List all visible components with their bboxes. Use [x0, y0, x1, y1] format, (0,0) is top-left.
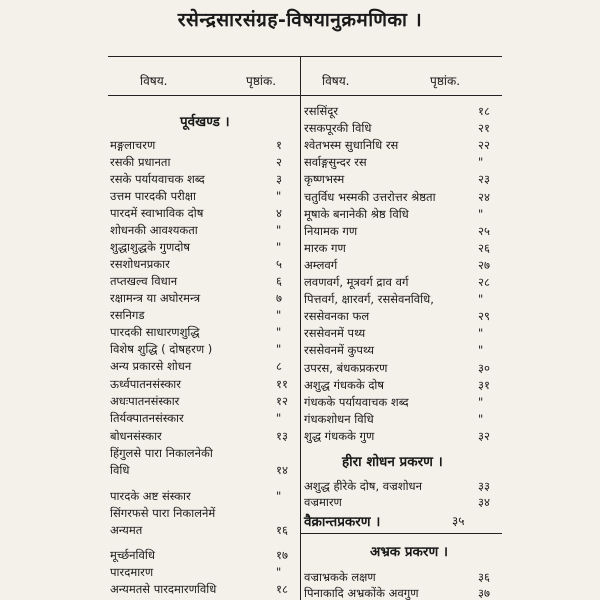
toc-entry-title: रससिंदूर: [304, 104, 339, 118]
toc-entry-page: १६: [276, 523, 288, 537]
right-section-heading-vaikrant: वैक्रान्तप्रकरण ।: [304, 514, 381, 530]
toc-entry-title: अशुद्ध हीरेके दोष, वज्रशोधन: [304, 479, 423, 493]
toc-entry-title: पिनाकादि अभ्रकोंके अवगुण: [304, 586, 419, 600]
left-subject-header: विषय.: [140, 74, 168, 88]
toc-entry-title: मूर्च्छनविधि: [110, 548, 155, 562]
right-section-heading-abhrak: अभ्रक प्रकरण ।: [370, 544, 449, 560]
toc-entry-title: रसके पर्यायवाचक शब्द: [110, 172, 205, 186]
toc-entry-title: उपरस, बंधकप्रकरण: [304, 360, 388, 375]
toc-entry-page: २४: [478, 189, 490, 204]
toc-entry-page: २५: [478, 223, 490, 238]
toc-entry-page: २१: [478, 121, 490, 136]
toc-entry-page: ": [276, 565, 282, 579]
toc-entry-page: २९: [478, 309, 490, 324]
toc-entry-page: २२: [478, 138, 490, 153]
toc-entry-page: ६: [276, 274, 282, 288]
toc-entry-title: रससेवनमें कुपथ्य: [304, 343, 375, 358]
toc-entry-title: अन्यमत: [110, 523, 143, 537]
toc-entry-page: ": [276, 411, 282, 425]
toc-entry-title: रक्षामन्त्र या अघोरमन्त्र: [110, 291, 201, 305]
toc-entry-page: ८: [276, 359, 282, 373]
toc-entry-title: रसकी प्रधानता: [110, 155, 171, 169]
toc-entry-page: १८: [478, 104, 490, 118]
toc-entry-page: २७: [478, 257, 490, 272]
toc-entry-title: शुद्धाशुद्धके गुणदोष: [110, 240, 191, 254]
toc-entry-title: गंधकके पर्यायवाचक शब्द: [304, 394, 409, 409]
toc-entry-title: लवणवर्ग, मूत्रवर्ग द्राव वर्ग: [304, 275, 409, 289]
toc-entry-page: २६: [478, 240, 490, 255]
toc-entry-page: ४: [276, 206, 282, 220]
toc-entry-page: ३०: [478, 360, 490, 375]
toc-entry-title: तप्तखल्व विधान: [110, 274, 178, 288]
toc-entry-title: विधि: [110, 463, 130, 477]
toc-entry-page: १३: [276, 429, 288, 443]
toc-entry-title: पारदमारण: [110, 565, 154, 579]
left-section-heading: पूर्वखण्ड ।: [180, 114, 230, 130]
toc-entry-page: १२: [276, 394, 288, 408]
toc-entry-title: वज्रमारण: [304, 495, 342, 509]
toc-entry-page: १: [276, 138, 282, 152]
toc-entry-page: ": [276, 223, 282, 237]
toc-entry-page: ": [478, 343, 484, 358]
toc-entry-title: रसनिगड: [110, 308, 145, 322]
right-section-heading-diamond: हीरा शोधन प्रकरण ।: [342, 454, 443, 470]
right-subject-header: विषय.: [322, 74, 350, 88]
toc-entry-page: ": [478, 206, 484, 221]
toc-entry-page: २: [276, 155, 282, 169]
toc-entry-title: मारक गण: [304, 240, 346, 255]
right-section-vaikrant-page: ३५: [452, 514, 465, 528]
toc-entry-title: नियामक गण: [304, 223, 358, 238]
toc-entry-title: पारदके अष्ट संस्कार: [110, 489, 191, 503]
toc-entry-title: उत्तम पारदकी परीक्षा: [110, 189, 197, 203]
toc-entry-title: अम्लवर्ग: [304, 257, 338, 272]
toc-entry-title: पित्तवर्ग, क्षारवर्ग, रससेवनविधि,: [304, 292, 434, 307]
toc-entry-title: मूषाके बनानेकी श्रेष्ठ विधि: [304, 206, 409, 221]
toc-entry-page: ३२: [478, 428, 490, 443]
header-rule: [108, 95, 502, 96]
toc-entry-title: श्वेतभस्म सुधानिधि रस: [304, 138, 399, 153]
toc-entry-page: ११: [276, 377, 288, 391]
toc-entry-title: अशुद्ध गंधकके दोष: [304, 377, 385, 392]
toc-entry-page: ": [478, 326, 484, 341]
toc-entry-title: सिंगरफसे पारा निकालनेमें: [110, 506, 216, 520]
toc-entry-page: ": [478, 292, 484, 307]
toc-entry-page: ७: [276, 291, 282, 305]
toc-entry-title: चतुर्विध भस्मकी उत्तरोत्तर श्रेष्ठता: [304, 189, 436, 204]
toc-entry-page: ३१: [478, 377, 490, 392]
toc-entry-title: विशेष शुद्धि ( दोषहरण ): [110, 342, 213, 356]
toc-entry-page: ५: [276, 257, 282, 271]
toc-entry-page: ": [276, 489, 282, 503]
toc-entry-title: अन्य प्रकारसे शोधन: [110, 359, 192, 373]
toc-entry-page: ३: [276, 172, 282, 186]
toc-entry-title: रसशोधनप्रकार: [110, 257, 170, 271]
toc-entry-page: ३६: [478, 570, 490, 584]
toc-entry-page: २८: [478, 275, 490, 289]
toc-entry-page: १४: [276, 463, 288, 477]
toc-entry-page: ": [478, 394, 484, 409]
toc-entry-title: सर्वाङ्गसुन्दर रस: [304, 155, 367, 170]
toc-entry-page: ": [276, 240, 282, 254]
toc-entry-title: पारदमें स्वाभाविक दोष: [110, 206, 204, 220]
toc-entry-title: हिंगुलसे पारा निकालनेकी: [110, 446, 213, 460]
toc-entry-page: ": [276, 308, 282, 322]
toc-entry-title: पारदकी साधारणशुद्धि: [110, 325, 200, 339]
toc-entry-page: ": [478, 155, 484, 170]
top-rule: [108, 56, 502, 57]
toc-entry-title: शोधनकी आवश्यकता: [110, 223, 198, 237]
toc-entry-title: रससेवनमें पथ्य: [304, 326, 366, 341]
vaikrant-rule: [300, 533, 502, 534]
toc-entry-title: कृष्णभस्म: [304, 172, 345, 187]
toc-entry-page: १७: [276, 548, 288, 562]
toc-entry-page: ३७: [478, 586, 490, 600]
toc-entry-title: गंधकशोधन विधि: [304, 411, 374, 426]
toc-entry-page: ": [276, 189, 282, 203]
toc-entry-page: १८: [276, 582, 288, 596]
toc-entry-page: ": [276, 342, 282, 356]
toc-entry-title: रसकपूरकी विधि: [304, 121, 372, 136]
toc-entry-page: २३: [478, 172, 490, 187]
toc-entry-title: अधःपातनसंस्कार: [110, 394, 180, 408]
toc-entry-title: बोधनसंस्कार: [110, 429, 162, 443]
toc-entry-title: तिर्यक्पातनसंस्कार: [110, 411, 184, 425]
toc-entry-title: शुद्ध गंधकके गुण: [304, 428, 375, 443]
toc-entry-title: रससेवनका फल: [304, 309, 370, 324]
left-page-header: पृष्ठांक.: [246, 74, 277, 88]
page-title: रसेन्द्रसारसंग्रह-विषयानुक्रमणिका ।: [177, 9, 423, 31]
toc-entry-page: ३३: [478, 479, 490, 493]
toc-entry-page: ": [276, 325, 282, 339]
column-divider: [300, 56, 301, 600]
toc-entry-page: ३४: [478, 495, 490, 509]
toc-entry-title: वज्राभ्रकके लक्षण: [304, 570, 376, 584]
toc-entry-page: ": [478, 411, 484, 426]
toc-entry-title: ऊर्ध्वपातनसंस्कार: [110, 377, 181, 391]
toc-entry-title: अन्यमतसे पारदमारणविधि: [110, 582, 217, 596]
toc-entry-title: मङ्गलाचरण: [110, 138, 156, 152]
right-page-header: पृष्ठांक.: [430, 74, 461, 88]
